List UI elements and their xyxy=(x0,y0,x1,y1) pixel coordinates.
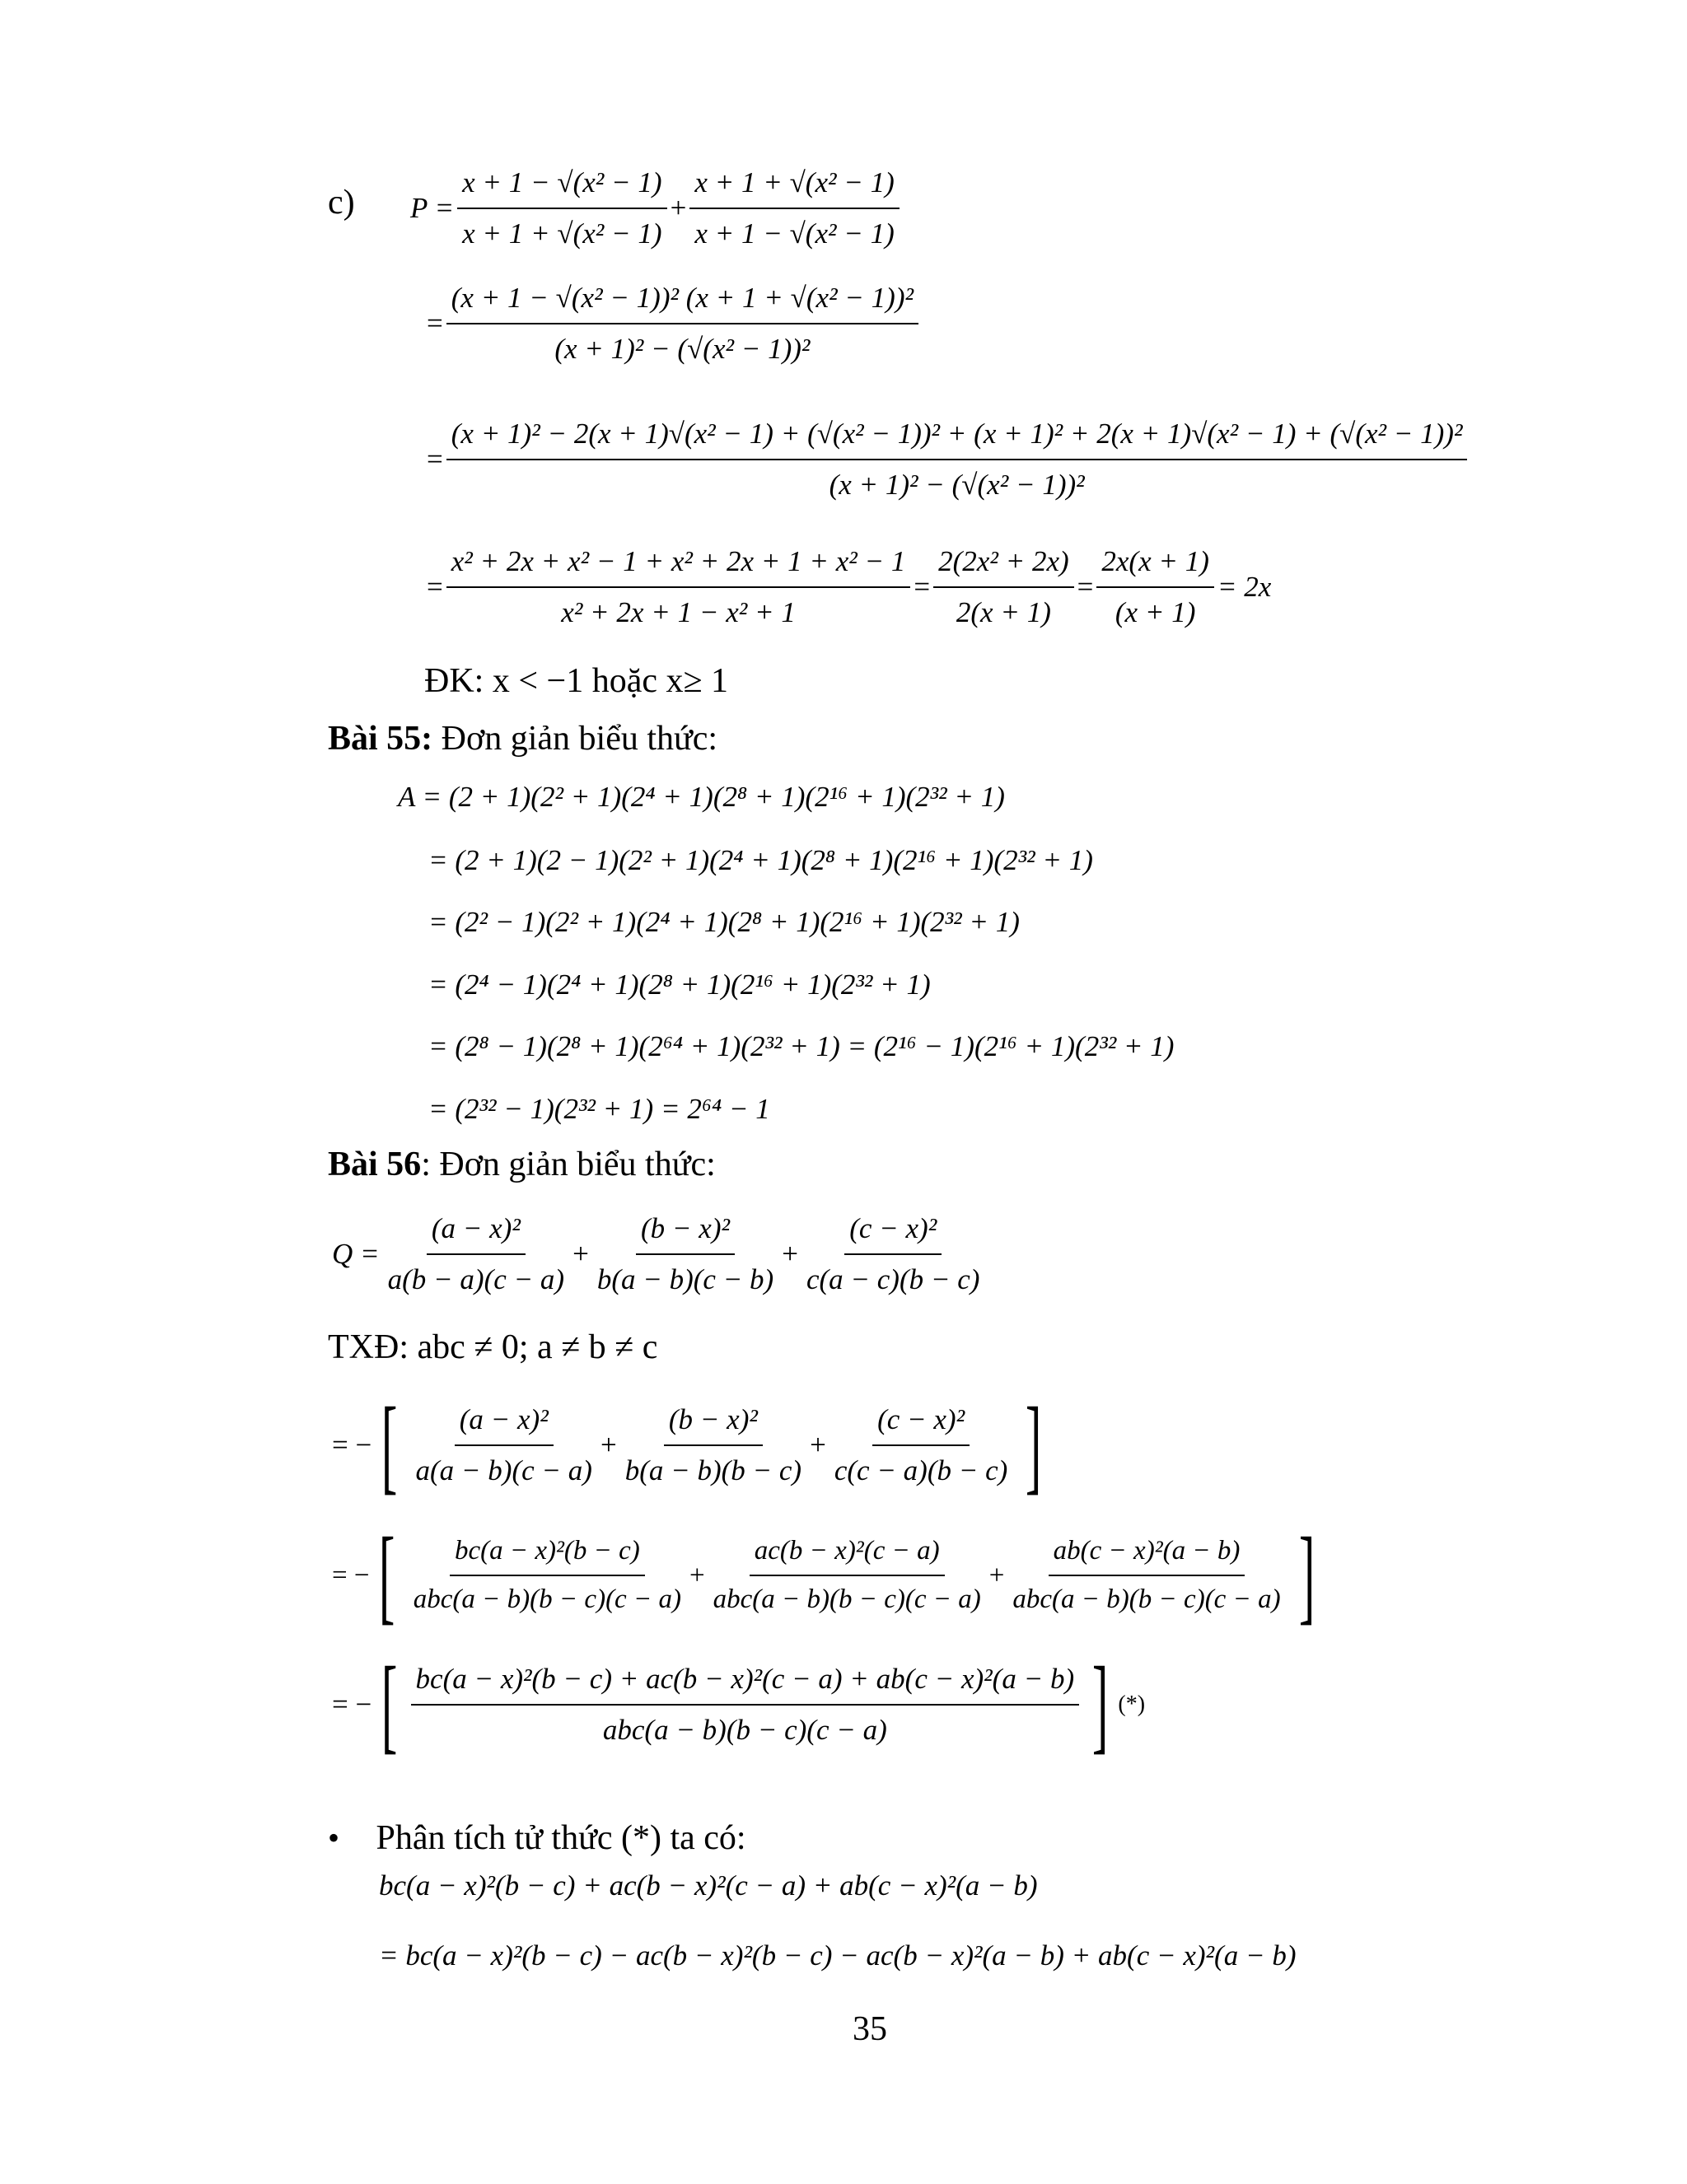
step1-num-2: (b − x)² xyxy=(664,1402,763,1446)
bullet-text: Phân tích tử thức (*) ta có: xyxy=(376,1819,746,1857)
p-fraction-2-num: x + 1 + √(x² − 1) xyxy=(689,165,899,209)
step1-fraction-3 xyxy=(829,1402,1012,1489)
p-step-4-fraction-2 xyxy=(933,544,1074,631)
p-step-4-num-1: x² + 2x + x² − 1 + x² + 2x + 1 + x² − 1 xyxy=(446,544,911,588)
p-step-4-den-2: 2(x + 1) xyxy=(956,595,1051,628)
right-bracket: ] xyxy=(1092,1645,1109,1764)
q-fraction-3-num: (c − x)² xyxy=(844,1211,942,1255)
bullet-icon: • xyxy=(328,1819,340,1856)
p-fraction-1-den: x + 1 + √(x² − 1) xyxy=(462,217,662,250)
step2-fraction-2 xyxy=(708,1534,986,1617)
left-bracket: [ xyxy=(379,1516,395,1635)
left-bracket: [ xyxy=(381,1386,398,1505)
step3-den: abc(a − b)(b − c)(c − a) xyxy=(602,1714,887,1746)
p-step-4: = $\frac{\text{x² + 2x + x² − 1 + x² + 2x + 1 + x² − 1}}{\text{x² + 2x + 1 − x² + 1}}$ = $\frac{\text{2(2x² + 2x)}}{2(x + 1)}$ = $\frac{2x(x + 1)}{(x + 1)}$ = 2x xyxy=(427,544,1271,631)
p-step-3-num: (x + 1)² − 2(x + 1)√(x² − 1) + (√(x² − 1))² + (x + 1)² + 2(x + 1)√(x² − 1) + (√(x² − 1))² xyxy=(446,416,1468,460)
q-fraction-2-den: b(a − b)(c − b) xyxy=(596,1262,774,1295)
p-result: = 2x xyxy=(1217,570,1272,603)
step2-num-2: ac(b − x)²(c − a) xyxy=(750,1534,945,1576)
p-fraction-2 xyxy=(689,165,899,252)
bai56-heading-label: Bài 56 xyxy=(328,1146,422,1183)
bai56-heading-text: : Đơn giản biểu thức: xyxy=(421,1146,716,1183)
bai55-line-6: = (2³² − 1)(2³² + 1) = 2⁶⁴ − 1 xyxy=(428,1093,770,1125)
star-mark: (*) xyxy=(1118,1692,1146,1717)
equals-sign: = xyxy=(427,570,443,603)
step2-fraction-3 xyxy=(1007,1534,1285,1617)
step1-fraction-2 xyxy=(620,1402,806,1489)
bai55-line-5: = (2⁸ − 1)(2⁸ + 1)(2⁶⁴ + 1)(2³² + 1) = (2¹⁶ − 1)(2¹⁶ + 1)(2³² + 1) xyxy=(428,1030,1175,1062)
p-step-4-num-3: 2x(x + 1) xyxy=(1096,544,1214,588)
right-bracket: ] xyxy=(1298,1516,1315,1635)
expand-line-1: bc(a − x)²(b − c) + ac(b − x)²(c − a) + ab(c − x)²(a − b) xyxy=(379,1869,1038,1902)
step2-den-3: abc(a − b)(b − c)(c − a) xyxy=(1012,1584,1281,1614)
left-bracket: [ xyxy=(381,1645,398,1764)
equals-sign: = xyxy=(427,442,443,475)
step3-fraction xyxy=(411,1661,1080,1748)
p-step-3-den: (x + 1)² − (√(x² − 1))² xyxy=(829,468,1085,501)
bai55-line-1: A = (2 + 1)(2² + 1)(2⁴ + 1)(2⁸ + 1)(2¹⁶ + 1)(2³² + 1) xyxy=(398,781,1005,813)
q-fraction-1-num: (a − x)² xyxy=(427,1211,526,1255)
p-step-4-fraction-3 xyxy=(1096,544,1214,631)
q-fraction-1-den: a(b − a)(c − a) xyxy=(387,1262,565,1295)
step1-den-1: a(a − b)(c − a) xyxy=(415,1454,592,1486)
p-step-2-den: (x + 1)² − (√(x² − 1))² xyxy=(554,332,811,365)
step1-fraction-1 xyxy=(411,1402,597,1489)
bai55-line-4: = (2⁴ − 1)(2⁴ + 1)(2⁸ + 1)(2¹⁶ + 1)(2³² + 1) xyxy=(428,968,931,1001)
step1-den-2: b(a − b)(b − c) xyxy=(624,1454,802,1486)
q-fraction-2-num: (b − x)² xyxy=(636,1211,735,1255)
bai55-heading-text: Đơn giản biểu thức: xyxy=(432,720,718,758)
q-lhs: Q = xyxy=(332,1237,380,1270)
domain-condition: ĐK: x < −1 hoặc x≥ 1 xyxy=(424,662,729,700)
p-step-2-fraction xyxy=(446,280,918,367)
step3-num: bc(a − x)²(b − c) + ac(b − x)²(c − a) + ab(c − x)²(a − b) xyxy=(411,1661,1080,1706)
bai56-step-1: = − [ $\frac{\text{(a − x)²}}{a(a - b)(c - a)}$ + $\frac{\text{(b − x)²}}{b(a - b)(b - c)}$ + $\frac{\text{(c − x)²}}{c(c - a)(b - c)}$ ] xyxy=(332,1386,1042,1505)
step1-num-3: (c − x)² xyxy=(872,1402,970,1446)
bai55-heading-label: Bài 55: xyxy=(328,720,433,758)
right-bracket: ] xyxy=(1026,1386,1042,1505)
step2-fraction-1 xyxy=(409,1534,686,1617)
p-step-4-fraction-1 xyxy=(446,544,911,631)
txd-condition: TXĐ: abc ≠ 0; a ≠ b ≠ c xyxy=(328,1328,658,1366)
bai56-heading xyxy=(328,1145,716,1184)
p-fraction-1-num: x + 1 − √(x² − 1) xyxy=(457,165,666,209)
step1-num-1: (a − x)² xyxy=(455,1402,554,1446)
plus-sign: + xyxy=(670,191,687,224)
p-step-4-den-3: (x + 1) xyxy=(1115,595,1196,628)
minus-prefix: = − xyxy=(332,1429,372,1461)
step2-den-2: abc(a − b)(b − c)(c − a) xyxy=(713,1584,981,1614)
equals-sign: = xyxy=(427,306,443,339)
p-step-2 xyxy=(427,280,922,367)
bai55-line-2: = (2 + 1)(2 − 1)(2² + 1)(2⁴ + 1)(2⁸ + 1)(2¹⁶ + 1)(2³² + 1) xyxy=(428,844,1093,876)
step1-den-3: c(c − a)(b − c) xyxy=(834,1454,1008,1486)
step2-num-1: bc(a − x)²(b − c) xyxy=(450,1534,645,1576)
p-step-3-fraction xyxy=(446,416,1468,503)
q-fraction-3 xyxy=(801,1211,984,1298)
bai55-line-3: = (2² − 1)(2² + 1)(2⁴ + 1)(2⁸ + 1)(2¹⁶ + 1)(2³² + 1) xyxy=(428,906,1020,938)
step2-den-1: abc(a − b)(b − c)(c − a) xyxy=(413,1584,681,1614)
p-definition xyxy=(410,165,903,252)
minus-prefix: = − xyxy=(332,1688,372,1720)
bullet-item xyxy=(328,1818,746,1858)
bai56-step-3 xyxy=(332,1645,1146,1764)
p-lhs: P = xyxy=(410,191,455,224)
part-label: c) xyxy=(328,184,355,222)
step2-num-3: ab(c − x)²(a − b) xyxy=(1049,1534,1245,1576)
p-step-4-den-1: x² + 2x + 1 − x² + 1 xyxy=(561,595,796,628)
bai56-step-2: = − [ $\frac{\text{bc(a − x)²(b − c)}}{\text{abc(a − b)(b − c)(c − a)}}$ + $\frac{\text{ac(b − x)²(c − a)}}{\text{abc(a − b)(b − c)(c − a)}}$ + $\frac{\text{ab(c − x)²(a − b)}}{\text{abc(a − b)(b − c)(c − a)}}$ ] xyxy=(332,1516,1315,1635)
q-fraction-3-den: c(a − c)(b − c) xyxy=(806,1262,980,1295)
page-number: 35 xyxy=(853,2010,887,2048)
minus-prefix: = − xyxy=(332,1560,370,1590)
p-fraction-2-den: x + 1 − √(x² − 1) xyxy=(694,217,895,250)
p-step-2-num: (x + 1 − √(x² − 1))² (x + 1 + √(x² − 1))² xyxy=(446,280,918,324)
p-step-3 xyxy=(427,416,1470,503)
q-definition: Q = $\frac{\text{(a − x)²}}{a(b - a)(c - a)}$ + $\frac{\text{(b − x)²}}{b(a - b)(c - b)}$ + $\frac{\text{(c − x)²}}{c(a - c)(b - c)}$ xyxy=(332,1211,988,1298)
expand-line-2: = bc(a − x)²(b − c) − ac(b − x)²(b − c) − ac(b − x)²(a − b) + ab(c − x)²(a − b) xyxy=(379,1939,1297,1972)
p-fraction-1 xyxy=(457,165,666,252)
q-fraction-1 xyxy=(383,1211,569,1298)
p-step-4-num-2: 2(2x² + 2x) xyxy=(933,544,1074,588)
bai55-heading xyxy=(328,719,717,758)
q-fraction-2 xyxy=(592,1211,778,1298)
